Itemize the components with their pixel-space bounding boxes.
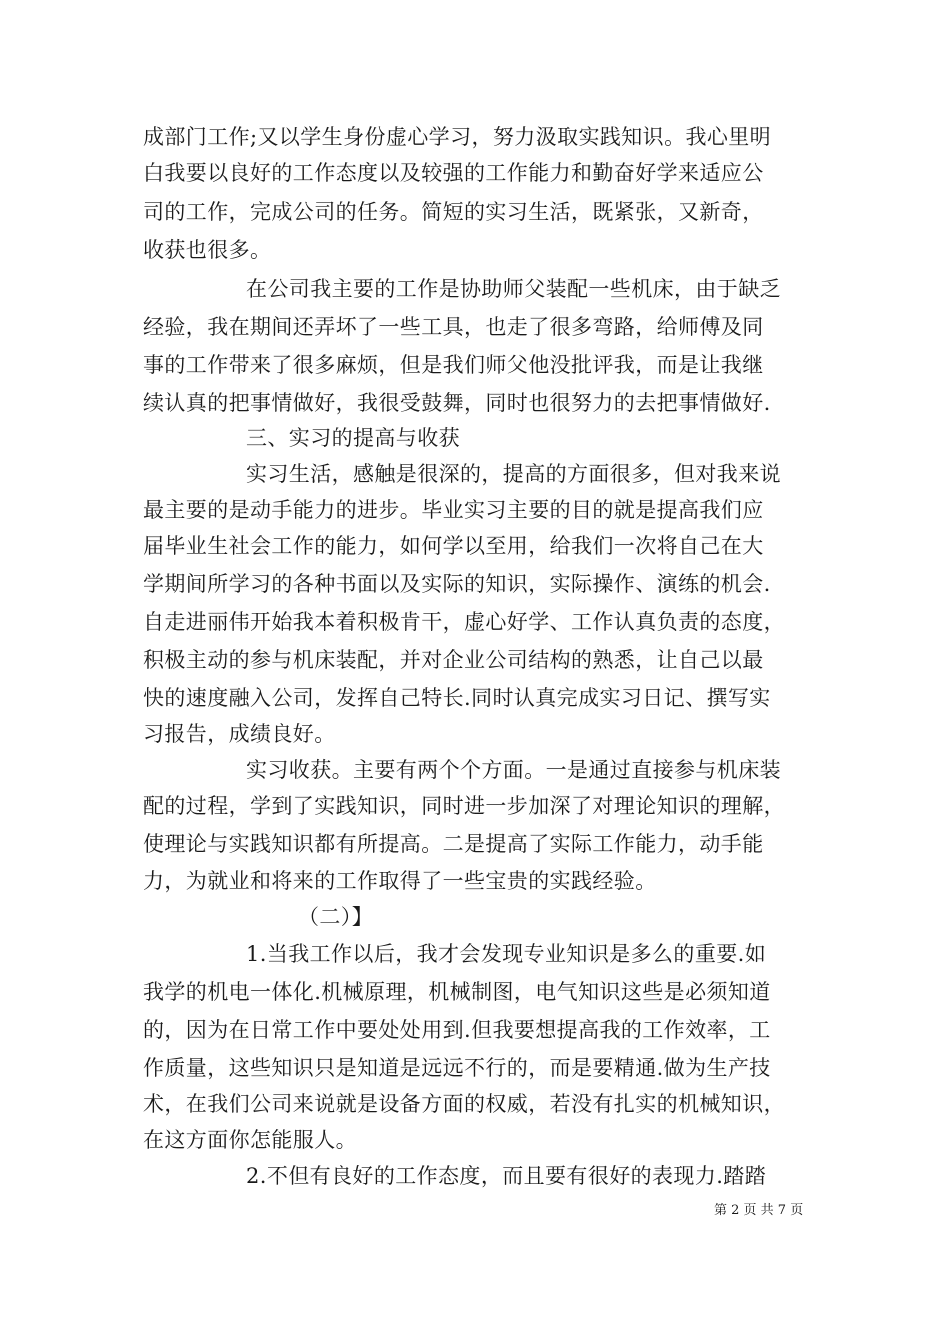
text-line: 事的工作带来了很多麻烦，但是我们师父他没批评我，而是让我继 <box>143 353 764 377</box>
page-number: 第 2 页 共 7 页 <box>714 1203 804 1218</box>
text-line: 届毕业生社会工作的能力，如何学以至用，给我们一次将自己在大 <box>143 534 764 558</box>
text-line: 白我要以良好的工作态度以及较强的工作能力和勤奋好学来适应公 <box>143 161 764 185</box>
text-line: 术，在我们公司来说就是设备方面的权威，若没有扎实的机械知识， <box>143 1092 785 1116</box>
text-line: 收获也很多。 <box>143 238 272 262</box>
text-line: 最主要的是动手能力的进步。毕业实习主要的目的就是提高我们应 <box>143 498 764 522</box>
text-line: 快的速度融入公司，发挥自己特长.同时认真完成实习日记、撰写实 <box>143 686 771 710</box>
text-line: 的，因为在日常工作中要处处用到.但我要想提高我的工作效率，工 <box>143 1018 771 1042</box>
text-line: 在公司我主要的工作是协助师父装配一些机床，由于缺乏 <box>246 277 781 301</box>
section-heading: 三、实习的提高与收获 <box>246 426 460 450</box>
text-line: 配的过程，学到了实践知识，同时进一步加深了对理论知识的理解， <box>143 794 785 818</box>
text-line: 2.不但有良好的工作态度，而且要有很好的表现力.踏踏 <box>246 1164 767 1188</box>
text-line: 力，为就业和将来的工作取得了一些宝贵的实践经验。 <box>143 869 657 893</box>
text-line: 我学的机电一体化.机械原理，机械制图，电气知识这些是必须知道 <box>143 980 771 1004</box>
text-line: 成部门工作;又以学生身份虚心学习，努力汲取实践知识。我心里明 <box>143 125 772 149</box>
text-line: 实习收获。主要有两个个方面。一是通过直接参与机床装 <box>246 758 781 782</box>
text-line: 经验，我在期间还弄坏了一些工具，也走了很多弯路，给师傅及同 <box>143 315 764 339</box>
text-line: 1.当我工作以后，我才会发现专业知识是多么的重要.如 <box>246 942 767 966</box>
text-line: 续认真的把事情做好，我很受鼓舞，同时也很努力的去把事情做好. <box>143 391 771 415</box>
subsection-heading: （二）】 <box>298 905 374 929</box>
text-line: 实习生活，感触是很深的，提高的方面很多，但对我来说 <box>246 462 781 486</box>
text-line: 使理论与实践知识都有所提高。二是提高了实际工作能力，动手能 <box>143 832 764 856</box>
text-line: 习报告，成绩良好。 <box>143 722 336 746</box>
text-line: 在这方面你怎能服人。 <box>143 1128 357 1152</box>
text-line: 学期间所学习的各种书面以及实际的知识，实际操作、演练的机会. <box>143 572 771 596</box>
text-line: 积极主动的参与机床装配，并对企业公司结构的熟悉，让自己以最 <box>143 648 764 672</box>
text-line: 司的工作，完成公司的任务。简短的实习生活，既紧张，又新奇， <box>143 200 764 224</box>
text-line: 自走进丽伟开始我本着积极肯干，虚心好学、工作认真负责的态度， <box>143 610 785 634</box>
text-line: 作质量，这些知识只是知道是远远不行的，而是要精通.做为生产技 <box>143 1056 771 1080</box>
